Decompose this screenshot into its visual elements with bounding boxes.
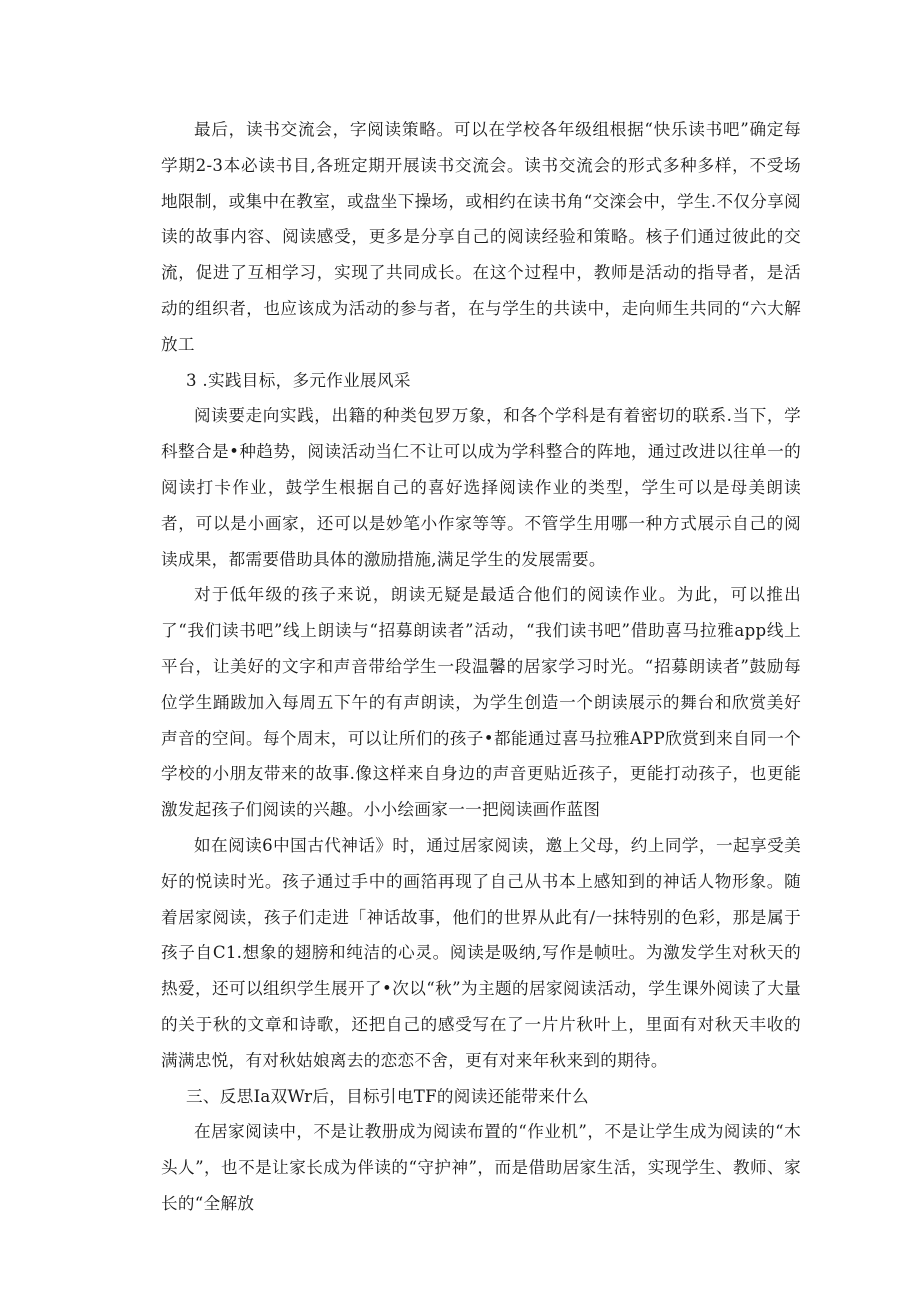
document-body — [161, 112, 801, 1222]
paragraph-recitation: 对于低年级的孩子来说，朗读无疑是最适合他们的阅读作业。为此，可以推出了“我们读书吧”线上朗读与“招募朗读者”活动，“我们读书吧”借助喜马拉雅app线上平台，让美好的文字和声音带给学生一段温馨的居家学习时光。“招募朗读者”鼓励每位学生踊跋加入每周五下午的有声朗读，为学生创造一个朗读展示的舞台和欣赏美好声音的空间。每个周末，可以让所们的孩子•都能通过喜马拉雅APP欣赏到来自同一个学校的小朋友带来的故事.像这样来自身边的声音更贴近孩子，更能打动孩子，也更能激发起孩子们阅读的兴趣。小小绘画家一一把阅读画作蓝图 — [161, 585, 801, 820]
paragraph-home-reading: 在居家阅读中，不是让教册成为阅读布置的“作业机”，不是让学生成为阅读的“木头人”，也不是让家长成为伴读的“守护神”，而是借助居家生活，实现学生、教师、家长的“全解放 — [161, 1122, 801, 1213]
paragraph-myth-reading: 如在阅读6中国古代神话》时，通过居家阅读，邀上父母，约上同学，一起享受美好的悦读时光。孩子通过手中的画箔再现了自己从书本上感知到的神话人物形象。随着居家阅读，孩子们走进「神话故事，他们的世界从此有/一抹特别的色彩，那是属于孩子自C1.想象的翅膀和纯洁的心灵。阅读是吸纳,写作是帧吐。为激发学生对秋天的热爱，还可以组织学生展开了•次以“秋”为主题的居家阅读活动，学生课外阅读了大量的关于秋的文章和诗歌，还把自己的感受写在了一片片秋叶上，里面有对秋天丰收的满满忠悦，有对秋姑娘离去的恋恋不舍，更有对来年秋来到的期待。 — [161, 835, 801, 1070]
paragraph-reading-exchange: 最后，读书交流会，字阅读策略。可以在学校各年级组根据“快乐读书吧”确定每学期2-3本必读书目,各班定期开展读书交流会。读书交流会的形式多种多样，不受场地限制，或集中在教室，或盘坐下操场，或相约在读书角“交滦会中，学生.不仅分享阅读的故事内容、阅读感受，更多是分享自己的阅读经验和策略。核子们通过彼此的交流，促进了互相学习，实现了共同成长。在这个过程中，教师是活动的指导者，是活动的组织者，也应该成为活动的参与者，在与学生的共读中，走向师生共同的“六大解放工 — [161, 120, 801, 354]
section-heading-practice-goal: 3 .实践目标，多元作业展风采 — [186, 370, 411, 390]
paragraph-reading-practice: 阅读要走向实践，出籍的种类包罗万象，和各个学科是有着密切的联系.当下，学科整合是•种趋势，阅读活动当仁不让可以成为学科整合的阵地，通过改进以往单一的阅读打卡作业，鼓学生根据自己的喜好选择阅读作业的类型，学生可以是母美朗读者，可以是小画家，还可以是妙笔小作家等等。不管学生用哪一种方式展示自己的阅读成果，都需要借助具体的激励措施,满足学生的发展需要。 — [161, 406, 801, 569]
section-heading-reflection: 三、反思Ia双Wr后，目标引电TF的阅读还能带来什么 — [186, 1086, 589, 1106]
